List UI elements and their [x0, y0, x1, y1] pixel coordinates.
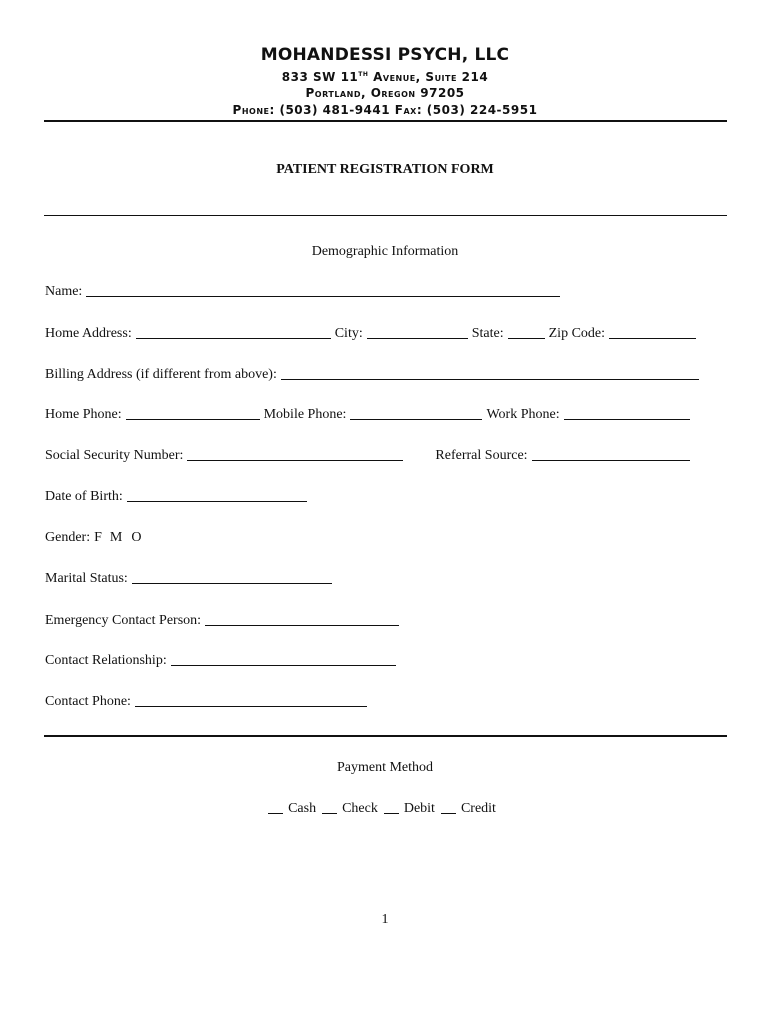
gender-row — [45, 530, 141, 546]
work-phone-label: Work Phone: — [486, 407, 560, 422]
marital-label: Marital Status: — [45, 571, 128, 586]
contact-phone-label: Contact Phone: — [45, 694, 131, 709]
payment-heading: Payment Method — [336, 760, 434, 775]
address-line-2: Portland, Oregon 97205 — [305, 86, 465, 100]
referral-field[interactable] — [532, 459, 690, 461]
state-label: State: — [471, 326, 504, 341]
address-row — [45, 326, 700, 342]
payment-options — [0, 801, 770, 817]
mobile-phone-field[interactable] — [350, 418, 482, 420]
home-phone-label: Home Phone: — [45, 407, 122, 422]
home-phone-field[interactable] — [126, 418, 260, 420]
ssn-referral-row — [45, 448, 694, 464]
org-name: MOHANDESSI PSYCH, LLC — [260, 45, 510, 65]
payment-option-debit[interactable]: Debit — [384, 801, 435, 817]
gender-option-o[interactable]: O — [131, 530, 142, 545]
city-label: City: — [334, 326, 363, 341]
city-field[interactable] — [367, 337, 468, 339]
gender-option-f[interactable]: F — [94, 530, 102, 545]
dob-label: Date of Birth: — [45, 489, 123, 504]
gender-option-m[interactable]: M — [109, 530, 123, 545]
dob-field[interactable] — [127, 500, 307, 502]
contact-relationship-label: Contact Relationship: — [45, 653, 167, 668]
dob-row — [45, 489, 311, 505]
billing-row — [45, 367, 703, 383]
marital-field[interactable] — [132, 582, 332, 584]
billing-address-field[interactable] — [281, 378, 699, 380]
billing-address-label: Billing Address (if different from above): — [45, 367, 277, 382]
demographic-heading: Demographic Information — [311, 244, 459, 259]
gender-label: Gender: — [45, 530, 91, 545]
payment-divider — [44, 735, 727, 737]
ssn-field[interactable] — [187, 459, 403, 461]
emergency-row — [45, 613, 403, 629]
referral-label: Referral Source: — [435, 448, 528, 463]
contact-relationship-field[interactable] — [171, 664, 396, 666]
title-divider — [44, 215, 727, 216]
phones-row — [45, 407, 694, 423]
contact-phone-field[interactable] — [135, 705, 367, 707]
contact-line: Phone: (503) 481-9441 Fax: (503) 224-5951 — [232, 103, 538, 117]
home-address-label: Home Address: — [45, 326, 132, 341]
address-line-1: 833 SW 11th Avenue, Suite 214 — [281, 69, 489, 84]
page-number: 1 — [381, 912, 389, 927]
zip-field[interactable] — [609, 337, 696, 339]
name-label: Name: — [45, 284, 83, 299]
form-title: PATIENT REGISTRATION FORM — [276, 162, 494, 177]
name-field[interactable] — [86, 295, 560, 297]
payment-option-credit[interactable]: Credit — [441, 801, 496, 817]
emergency-contact-label: Emergency Contact Person: — [45, 613, 202, 628]
emergency-contact-field[interactable] — [205, 624, 399, 626]
mobile-phone-label: Mobile Phone: — [263, 407, 347, 422]
work-phone-field[interactable] — [564, 418, 690, 420]
home-address-field[interactable] — [136, 337, 331, 339]
payment-option-check[interactable]: Check — [322, 801, 378, 817]
payment-option-cash[interactable]: Cash — [268, 801, 316, 817]
ssn-label: Social Security Number: — [45, 448, 184, 463]
name-row — [45, 284, 564, 300]
state-field[interactable] — [508, 337, 545, 339]
marital-row — [45, 571, 336, 587]
zip-label: Zip Code: — [548, 326, 606, 341]
relationship-row — [45, 653, 400, 669]
contact-phone-row — [45, 694, 371, 710]
header-divider — [44, 120, 727, 122]
